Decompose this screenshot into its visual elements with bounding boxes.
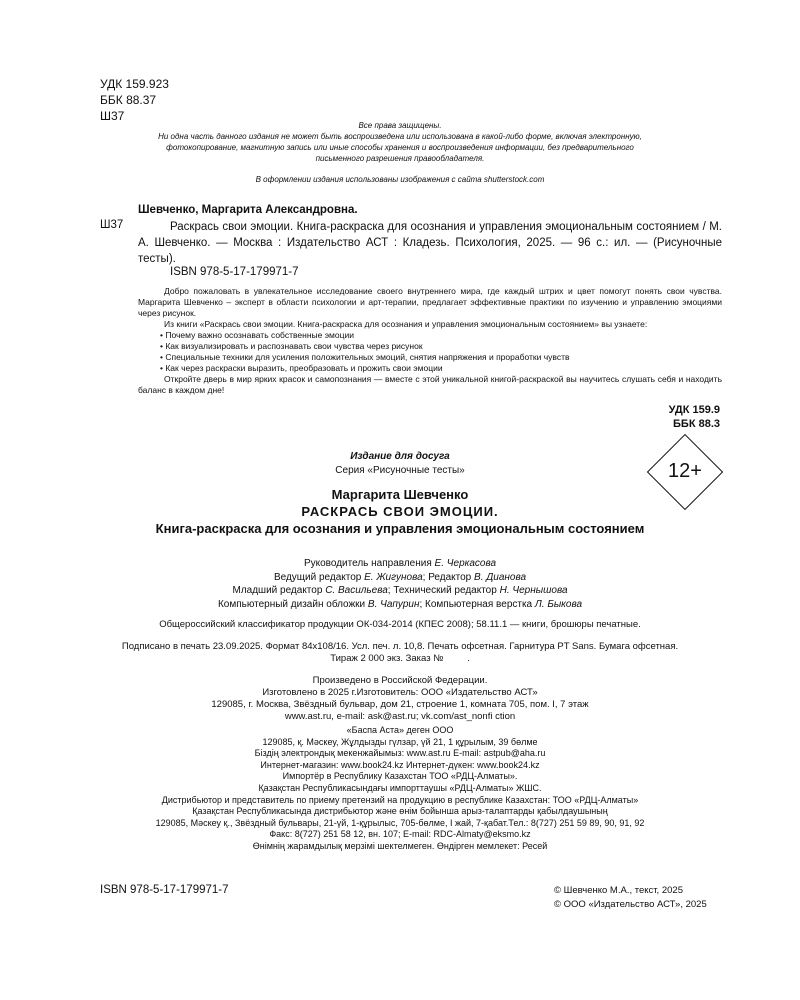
production-line: Произведено в Российской Федерации. bbox=[312, 675, 488, 686]
annotation-outro: Откройте дверь в мир ярких красок и самопознания — вместе с этой уникальной книгой-раскраской вы научитесь слушать себя и находить баланс в каждом дне! bbox=[138, 374, 722, 395]
kz-line: Дистрибьютор и представитель по приему претензий на продукцию в республике Казахстан: ТОО «РДЦ-Алматы» bbox=[161, 794, 639, 805]
staff-role: Руководитель направления bbox=[303, 558, 435, 569]
copyright-author: © Шевченко М.А., текст, 2025 bbox=[554, 885, 683, 896]
kz-line: «Баспа Аста» деген ООО bbox=[346, 725, 454, 735]
copyright-block bbox=[554, 884, 707, 912]
edition-type: Издание для досуга bbox=[350, 451, 450, 462]
kz-line: Біздің электрондық мекенжайымыз: www.ast.ru E-mail: astpub@aha.ru bbox=[254, 748, 546, 759]
series-name: Серия «Рисуночные тесты» bbox=[335, 465, 465, 476]
title-block bbox=[100, 487, 700, 537]
staff-line bbox=[100, 598, 700, 612]
production-info bbox=[100, 675, 700, 723]
kz-line: Импортёр в Республику Казахстан ТОО «РДЦ-Алматы». bbox=[282, 771, 518, 782]
staff-name: В. Дианова bbox=[474, 571, 527, 583]
product-classifier: Общероссийский классификатор продукции ОК-034-2014 (КПЕС 2008); 58.11.1 — книги, брошюры печатные. bbox=[159, 619, 641, 630]
bib-author: Шевченко, Маргарита Александровна. bbox=[138, 204, 358, 216]
rights-text-1: Ни одна часть данного издания не может быть воспроизведена или использована в какой-либо форме, включая электронную, bbox=[158, 132, 642, 141]
annotation-lead: Из книги «Раскрась свои эмоции. Книга-раскраска для осознания и управления эмоциональным состоянием» вы узнаете: bbox=[164, 319, 648, 329]
production-line: Изготовлено в 2025 г.Изготовитель: ООО «Издательство АСТ» bbox=[262, 687, 538, 698]
staff-name: Л. Быкова bbox=[534, 598, 583, 610]
bib-isbn: ISBN 978-5-17-179971-7 bbox=[170, 266, 299, 278]
staff-role: ; Редактор bbox=[422, 571, 475, 583]
classification-codes bbox=[100, 76, 169, 124]
staff-line bbox=[100, 571, 700, 585]
staff-name: Е. Черкасова bbox=[434, 558, 497, 569]
footer-isbn: ISBN 978-5-17-179971-7 bbox=[100, 884, 229, 896]
annotation bbox=[138, 286, 722, 396]
kz-line: 129085, қ. Мәскеу, Жұлдызды гүлзар, үй 21, 1 құрылым, 39 бөлме bbox=[262, 736, 538, 747]
bbk-code-short: ББК 88.3 bbox=[673, 418, 720, 430]
kz-line: Қазақстан Республикасында дистрибьютор және өнім бойынша арыз-талаптарды қабылдаушының bbox=[192, 806, 608, 817]
print-line-2: Тираж 2 000 экз. Заказ № . bbox=[330, 653, 470, 664]
staff-name: Е. Жигунова bbox=[364, 571, 423, 583]
rights-notice bbox=[100, 120, 700, 185]
print-line-1: Подписано в печать 23.09.2025. Формат 84x108/16. Усл. печ. л. 10,8. Печать офсетная. Гарнитура PT Sans. Бумага офсетная. bbox=[121, 641, 679, 652]
rights-text-3: письменного разрешения правообладателя. bbox=[315, 154, 485, 163]
kazakhstan-info bbox=[100, 725, 700, 853]
udk-code-short: УДК 159.9 bbox=[668, 404, 720, 416]
book-subtitle: Книга-раскраска для осознания и управления эмоциональным состоянием bbox=[155, 521, 645, 536]
staff-role: Младший редактор bbox=[232, 585, 326, 596]
rights-text-2: фотокопирование, магнитную запись или иные способы хранения и воспроизведения информации, без предварительного bbox=[166, 143, 634, 152]
staff-name: Н. Чернышова bbox=[499, 585, 568, 596]
annotation-intro: Добро пожаловать в увлекательное исследование своего внутреннего мира, где каждый штрих и цвет помогут понять свои чувства. Маргарита Шевченко – эксперт в области психологии и арт-терапии, предлагает эффективные практики по изучению и управлению эмоциями через рисунок. bbox=[138, 286, 722, 318]
copyright-publisher: © ООО «Издательство АСТ», 2025 bbox=[554, 899, 707, 910]
production-line: www.ast.ru, e-mail: ask@ast.ru; vk.com/ast_nonfi ction bbox=[284, 711, 516, 722]
kz-line: Өнімнің жарамдылық мерзімі шектелмеген. Өндірген мемлекет: Ресей bbox=[252, 840, 548, 851]
kz-line: Қазақстан Республикасындағы импорттаушы «РДЦ-Алматы» ЖШС. bbox=[258, 782, 542, 793]
production-line: 129085, г. Москва, Звёздный бульвар, дом 21, строение 1, комната 705, пом. I, 7 этаж bbox=[211, 699, 589, 710]
kz-line: Факс: 8(727) 251 58 12, вн. 107; E-mail: RDC-Almaty@eksmo.kz bbox=[269, 829, 531, 840]
staff-name: В. Чапурин bbox=[367, 598, 420, 610]
annotation-list bbox=[138, 330, 722, 374]
list-item: • Как визуализировать и распознавать свои чувства через рисунок bbox=[160, 341, 722, 352]
staff-role: ; Компьютерная верстка bbox=[419, 598, 535, 610]
list-item: • Специальные техники для усиления положительных эмоций, снятия напряжения и проработки чувств bbox=[160, 352, 722, 363]
shutterstock-note: В оформлении издания использованы изображения с сайта shutterstock.com bbox=[255, 175, 545, 184]
staff-line bbox=[100, 557, 700, 571]
udk-code: УДК 159.923 bbox=[100, 77, 169, 91]
print-info bbox=[100, 641, 700, 665]
classification-codes-short bbox=[669, 403, 720, 431]
bib-description bbox=[138, 219, 722, 267]
list-item: • Почему важно осознавать собственные эмоции bbox=[160, 330, 722, 341]
staff-role: Ведущий редактор bbox=[273, 571, 365, 583]
bbk-code: ББК 88.37 bbox=[100, 93, 157, 107]
book-author: Маргарита Шевченко bbox=[331, 487, 469, 502]
kz-line: 129085, Мәскеу қ., Звёздный бульвары, 21-үй, 1-құрылыс, 705-бөлме, I жай, 7-қабат.Тел.: 8(727) 251 59 89, 90, 91, 92 bbox=[155, 817, 645, 828]
staff-role: Компьютерный дизайн обложки bbox=[217, 598, 368, 610]
staff-role: ; Технический редактор bbox=[387, 585, 500, 596]
rights-title: Все права защищены. bbox=[358, 121, 442, 130]
book-title: РАСКРАСЬ СВОИ ЭМОЦИИ. bbox=[301, 504, 499, 519]
list-item: • Как через раскраски выразить, преобразовать и прожить свои эмоции bbox=[160, 363, 722, 374]
bib-description-text: Раскрась свои эмоции. Книга-раскраска для осознания и управления эмоциональным состоянием / М. А. Шевченко. — Москва : Издательство АСТ : Кладезь. Психология, 2025. — 96 с.: ил. — (Рисуночные тесты). bbox=[138, 221, 722, 265]
staff-line bbox=[100, 584, 700, 598]
edition-info bbox=[290, 450, 510, 478]
staff-credits bbox=[100, 557, 700, 611]
bib-shifr: Ш37 bbox=[100, 219, 124, 231]
kz-line: Интернет-магазин: www.book24.kz Интернет-дүкен: www.book24.kz bbox=[260, 759, 540, 770]
staff-name: С. Васильева bbox=[325, 585, 388, 596]
author-sign: Ш37 bbox=[100, 109, 125, 123]
age-rating: 12+ bbox=[668, 460, 702, 482]
